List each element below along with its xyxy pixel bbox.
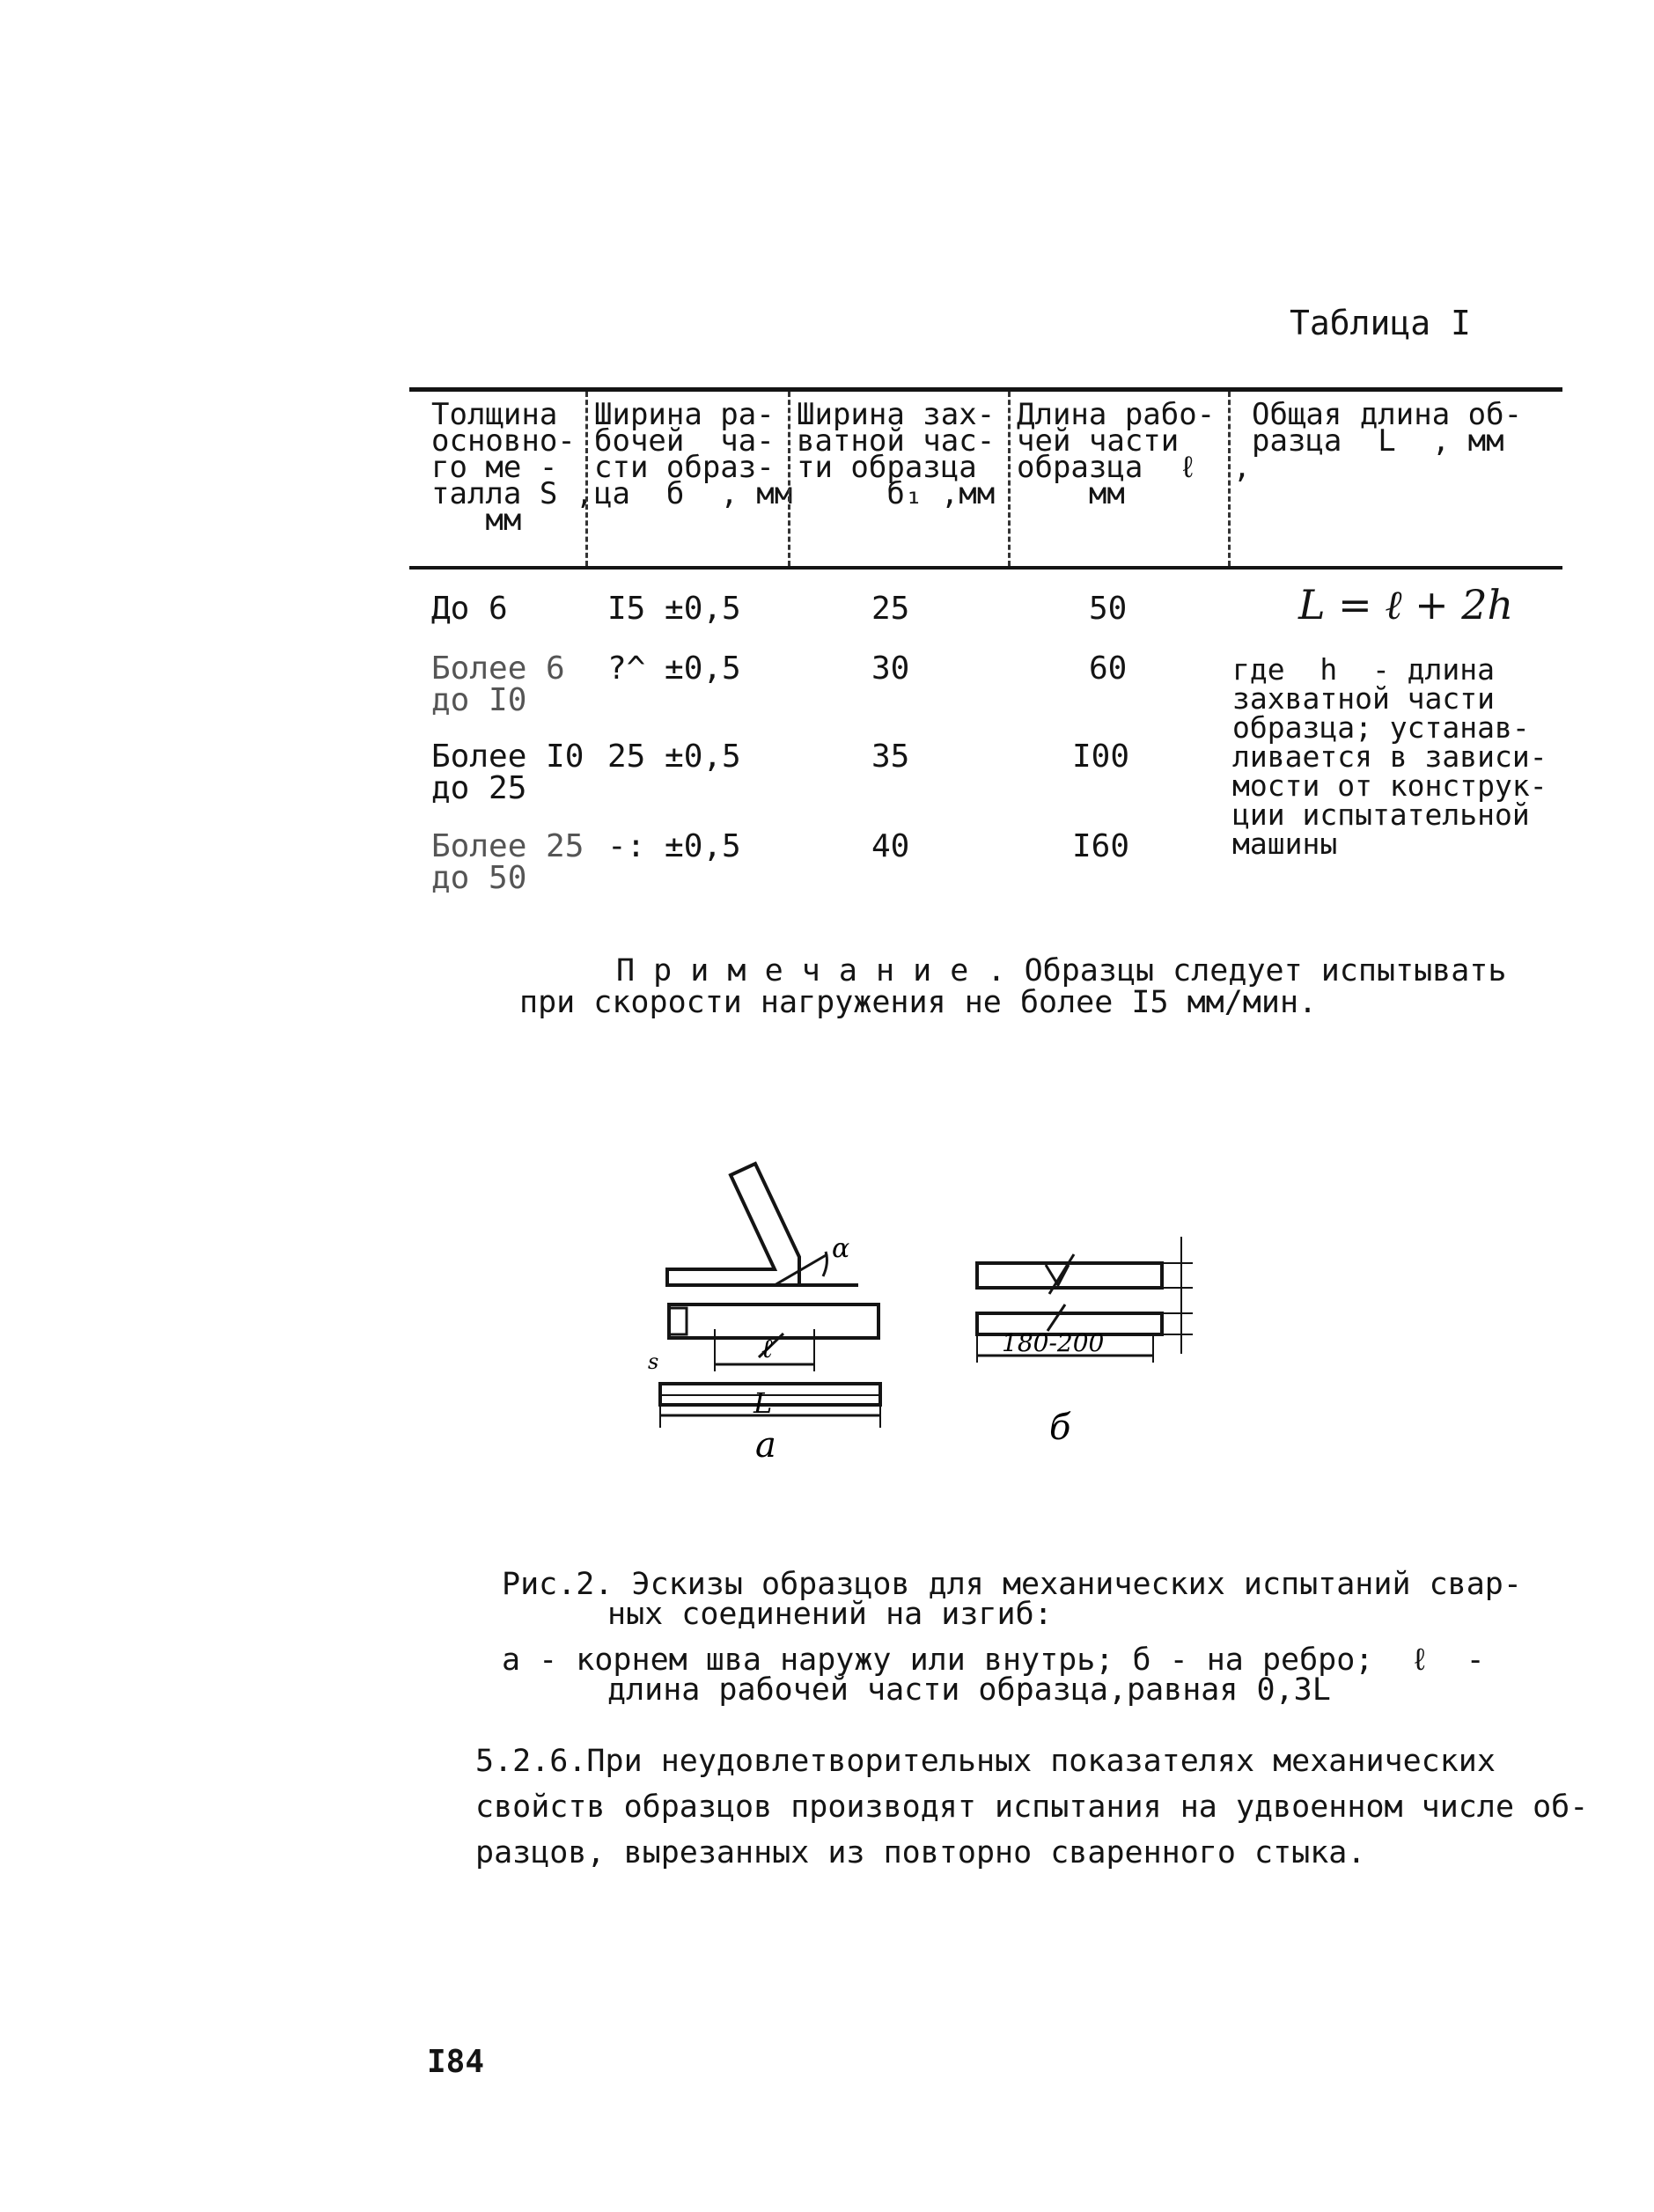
header-work-length: Длина рабо- чей части образца ℓ , мм bbox=[1017, 397, 1252, 511]
total-length-note: где h - длина захватной части образца; устанав- ливается в зависи- мости от конструк- ции испытательной машины bbox=[1232, 652, 1547, 861]
cell-thickness: Более 6 до I0 bbox=[431, 650, 565, 718]
specimen-plan bbox=[669, 1304, 878, 1338]
note-line1: Образцы следует испытывать bbox=[1005, 953, 1507, 988]
header-separator bbox=[1008, 392, 1011, 566]
paragraph-line2: свойств образцов производят испытания на удвоенном числе об- bbox=[475, 1789, 1589, 1825]
cell-work-length: I00 bbox=[1072, 739, 1130, 775]
cell-work-width: -: ±0,5 bbox=[607, 828, 741, 864]
note-line2: при скорости нагружения не более I5 мм/мин. bbox=[519, 985, 1318, 1020]
cell-grip-width: 40 bbox=[871, 828, 910, 864]
paragraph-line3: разцов, вырезанных из повторно сваренного стыка. bbox=[475, 1835, 1366, 1870]
dim-label: 180-200 bbox=[1002, 1328, 1105, 1357]
L-label: L bbox=[753, 1386, 773, 1420]
cell-work-length: 50 bbox=[1089, 591, 1128, 627]
specimen-top bbox=[977, 1263, 1162, 1288]
page-number: I84 bbox=[427, 2044, 485, 2080]
cell-work-width: 25 ±0,5 bbox=[607, 739, 741, 775]
total-length-formula: L = ℓ + 2h bbox=[1298, 581, 1514, 628]
table-header-rule bbox=[409, 566, 1562, 570]
bent-specimen bbox=[667, 1164, 799, 1285]
figure-caption-line3: а - корнем шва наружу или внутрь; б - на ребро; ℓ - bbox=[502, 1642, 1485, 1678]
cell-work-width: ?^ ±0,5 bbox=[607, 650, 741, 687]
header-separator bbox=[585, 392, 588, 566]
weld-arrow bbox=[1048, 1304, 1065, 1331]
figure-caption-line4: длина рабочей части образца,равная 0,3L bbox=[607, 1672, 1331, 1708]
header-work-width: Ширина ра- бочей ча- сти образ- ца б , мм bbox=[594, 397, 793, 511]
header-thickness: Толщина основно- го ме - талла S , мм bbox=[431, 397, 594, 538]
l-label: ℓ bbox=[761, 1334, 773, 1364]
cell-work-length: I60 bbox=[1072, 828, 1130, 864]
alpha-label: α bbox=[832, 1233, 850, 1264]
header-grip-width: Ширина зах- ватной час- ти образца б₁ ,мм bbox=[797, 397, 996, 511]
label-a: a bbox=[755, 1425, 776, 1466]
header-separator bbox=[788, 392, 790, 566]
figure-caption-line1: Рис.2. Эскизы образцов для механических испытаний свар- bbox=[502, 1567, 1522, 1602]
header-total-length: Общая длина об- разца L , мм bbox=[1252, 397, 1523, 459]
label-b: б bbox=[1049, 1407, 1071, 1448]
grip-mark bbox=[669, 1308, 687, 1334]
figure-caption-line2: ных соединений на изгиб: bbox=[607, 1597, 1053, 1632]
cell-grip-width: 25 bbox=[871, 591, 910, 627]
cell-work-width: I5 ±0,5 bbox=[607, 591, 741, 627]
s-label: s bbox=[648, 1349, 659, 1374]
note-label: П р и м е ч а н и е . bbox=[616, 953, 1006, 988]
table-caption: Таблица I bbox=[1290, 304, 1471, 342]
note bbox=[616, 955, 1506, 987]
cell-work-length: 60 bbox=[1089, 650, 1128, 687]
header-separator bbox=[1228, 392, 1231, 566]
cell-thickness: Более 25 до 50 bbox=[431, 828, 584, 896]
table-top-rule bbox=[409, 387, 1562, 392]
paragraph-line1: 5.2.6.При неудовлетворительных показателях механических bbox=[475, 1744, 1496, 1779]
cell-grip-width: 30 bbox=[871, 650, 910, 687]
cell-grip-width: 35 bbox=[871, 739, 910, 775]
cell-thickness: Более I0 до 25 bbox=[431, 739, 584, 806]
cell-thickness: До 6 bbox=[431, 591, 508, 627]
specimen-sketches bbox=[643, 1153, 1312, 1488]
